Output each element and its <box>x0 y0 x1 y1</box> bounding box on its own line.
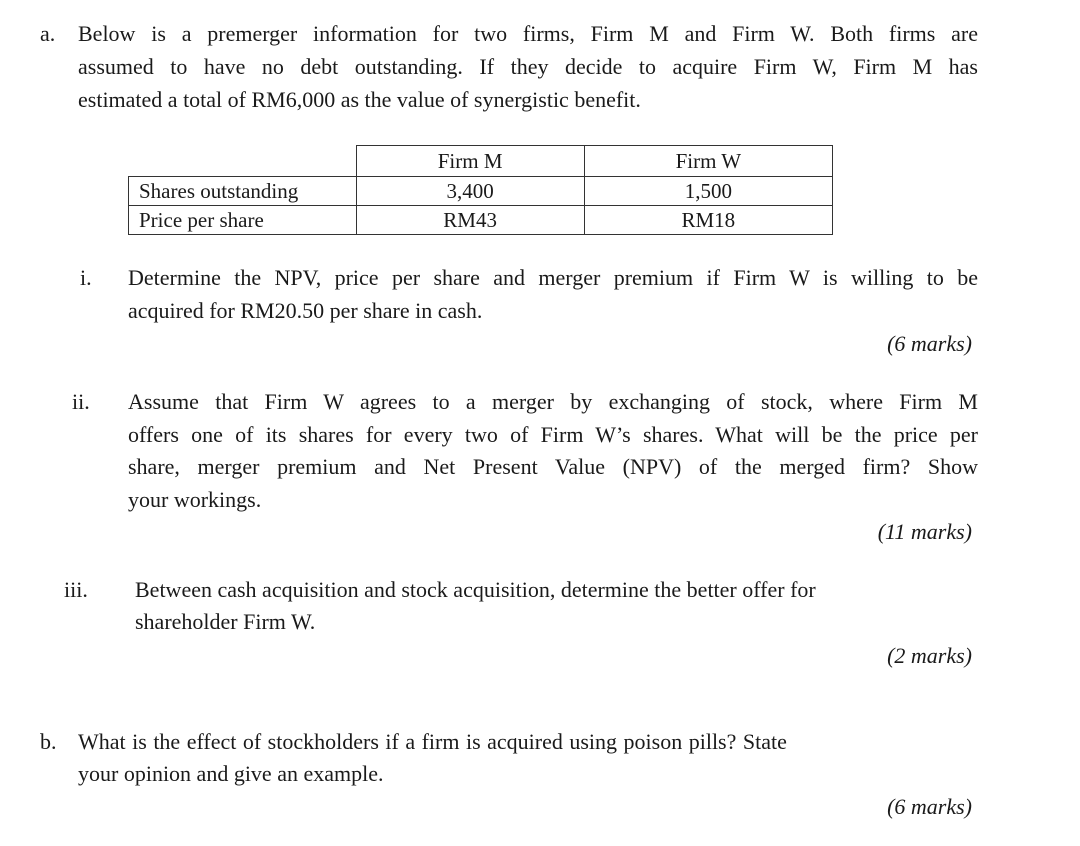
table-header-row <box>129 146 833 177</box>
table-row <box>129 206 833 235</box>
premerger-info-table <box>128 145 833 235</box>
table-cell-firm-m: 3,400 <box>356 177 584 206</box>
table-header-firm-w: Firm W <box>584 146 832 177</box>
part-b-label: b. <box>40 729 57 754</box>
table-row-label: Price per share <box>129 206 357 235</box>
question-i-marks: (6 marks) <box>887 331 972 356</box>
question-iii-marks: (2 marks) <box>887 643 972 668</box>
table-row-label: Shares outstanding <box>129 177 357 206</box>
table-header-firm-m: Firm M <box>356 146 584 177</box>
question-ii-marks: (11 marks) <box>877 519 972 544</box>
question-ii-line: Assume that Firm W agrees to a merger by exchanging of stock, where Firm M <box>128 389 978 414</box>
question-iii-line: Between cash acquisition and stock acquisition, determine the better offer for <box>135 577 816 602</box>
part-a-intro-line: estimated a total of RM6,000 as the value of synergistic benefit. <box>78 87 641 112</box>
part-a-label: a. <box>40 21 56 46</box>
table-header-empty <box>129 146 357 177</box>
question-ii-line: share, merger premium and Net Present Value (NPV) of the merged firm? Show <box>128 454 978 479</box>
part-b-marks: (6 marks) <box>887 794 972 819</box>
part-a-intro-line: Below is a premerger information for two firms, Firm M and Firm W. Both firms are <box>78 21 978 46</box>
table-row <box>129 177 833 206</box>
question-ii-label: ii. <box>72 389 90 414</box>
table-cell-firm-m: RM43 <box>356 206 584 235</box>
table-cell-firm-w: 1,500 <box>584 177 832 206</box>
question-i-line: Determine the NPV, price per share and merger premium if Firm W is willing to be <box>128 265 978 290</box>
part-b-line: your opinion and give an example. <box>78 761 384 786</box>
question-iii-label: iii. <box>64 577 88 602</box>
part-a-intro-line: assumed to have no debt outstanding. If they decide to acquire Firm W, Firm M has <box>78 54 978 79</box>
question-ii-line: your workings. <box>128 487 262 512</box>
question-i-label: i. <box>80 265 92 290</box>
question-iii-line: shareholder Firm W. <box>135 609 316 634</box>
table-cell-firm-w: RM18 <box>584 206 832 235</box>
part-b-line: What is the effect of stockholders if a firm is acquired using poison pills? State <box>78 729 787 754</box>
question-ii-line: offers one of its shares for every two of Firm W’s shares. What will be the price per <box>128 422 978 447</box>
question-i-line: acquired for RM20.50 per share in cash. <box>128 298 483 323</box>
